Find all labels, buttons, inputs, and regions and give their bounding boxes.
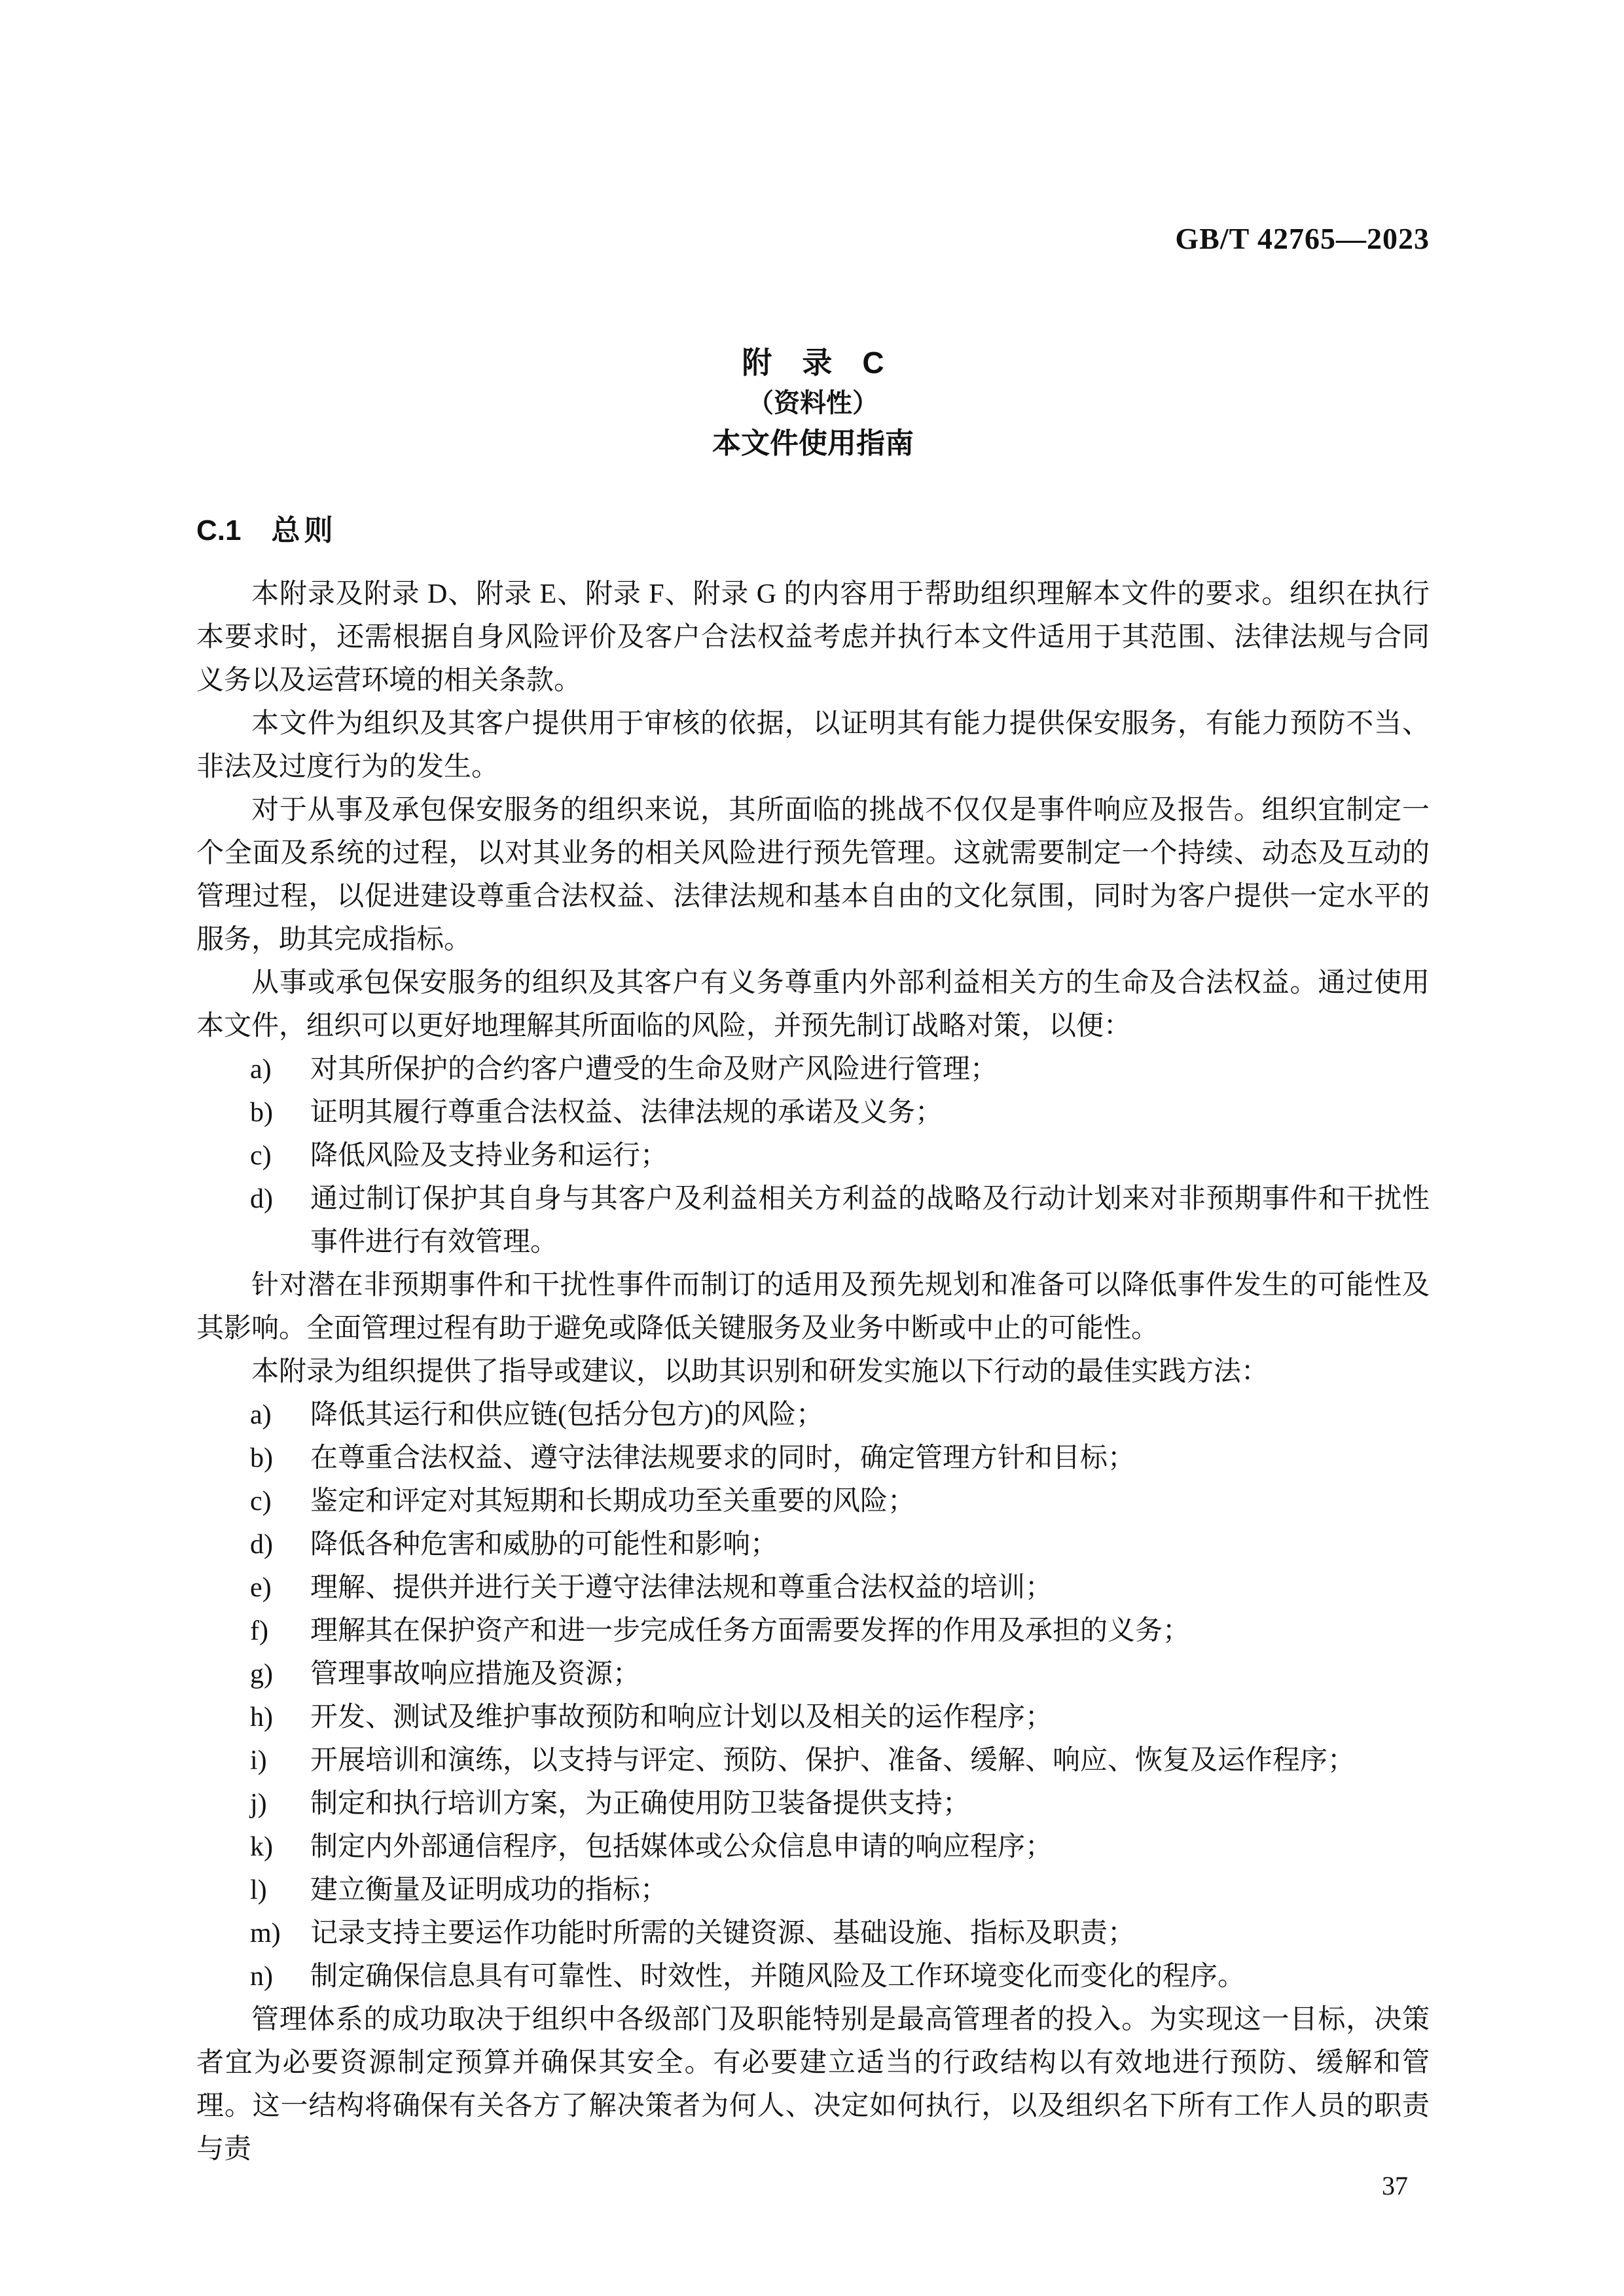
list-item <box>196 1739 1430 1782</box>
list-item-text: 在尊重合法权益、遵守法律法规要求的同时，确定管理方针和目标； <box>310 1443 1136 1473</box>
paragraph: 管理体系的成功取决于组织中各级部门及职能特别是最高管理者的投入。为实现这一目标，决策者宜为必要资源制定预算并确保其安全。有必要建立适当的行政结构以有效地进行预防、缓解和管理。这一结构将确保有关各方了解决策者为何人、决定如何执行，以及组织名下所有工作人员的职责与责 <box>196 2005 1430 2164</box>
list-item <box>196 1523 1430 1566</box>
list-item <box>196 1177 1430 1264</box>
list-item <box>196 1912 1430 1955</box>
list-item-text: 记录支持主要运作功能时所需的关键资源、基础设施、指标及职责； <box>310 1918 1136 1948</box>
section-heading <box>196 514 1430 548</box>
list-item-text: 理解、提供并进行关于遵守法律法规和尊重合法权益的培训； <box>310 1573 1053 1603</box>
list-item-label: a) <box>250 1400 272 1430</box>
list-item-label: k) <box>250 1832 273 1862</box>
list-item-label: h) <box>250 1702 273 1732</box>
list-item <box>196 1869 1430 1912</box>
section-number: C.1 <box>196 514 242 547</box>
list-item <box>196 1566 1430 1609</box>
list-item-label: a) <box>250 1054 272 1085</box>
list-item-label: n) <box>250 1962 273 1992</box>
list-item-label: i) <box>250 1746 267 1776</box>
list-item <box>196 1955 1430 1998</box>
paragraph: 本文件为组织及其客户提供用于审核的依据，以证明其有能力提供保安服务，有能力预防不当、非法及过度行为的发生。 <box>196 709 1430 782</box>
appendix-type-label: （资料性） <box>748 389 878 418</box>
list-item-text: 对其所保护的合约客户遭受的生命及财产风险进行管理； <box>310 1054 998 1085</box>
paragraph: 针对潜在非预期事件和干扰性事件而制订的适用及预先规划和准备可以降低事件发生的可能性及其影响。全面管理过程有助于避免或降低关键服务及业务中断或中止的可能性。 <box>196 1270 1430 1344</box>
list-item-label: d) <box>250 1184 273 1214</box>
list-item-label: f) <box>250 1616 268 1646</box>
list-item <box>196 1437 1430 1480</box>
appendix-subtitle: 本文件使用指南 <box>712 427 914 459</box>
list-item <box>196 1091 1430 1134</box>
list-item <box>196 1393 1430 1437</box>
list-item-text: 建立衡量及证明成功的指标； <box>310 1875 668 1905</box>
list-item <box>196 1480 1430 1523</box>
list-item <box>196 1696 1430 1739</box>
page-number: 37 <box>1382 2171 1408 2200</box>
list-item-label: d) <box>250 1530 273 1560</box>
list-item-label: l) <box>250 1875 267 1905</box>
list-item-text: 管理事故响应措施及资源； <box>310 1659 641 1689</box>
list-item-text: 鉴定和评定对其短期和长期成功至关重要的风险； <box>310 1486 916 1516</box>
paragraph: 本附录及附录 D、附录 E、附录 F、附录 G 的内容用于帮助组织理解本文件的要求。组织在执行本要求时，还需根据自身风险评价及客户合法权益考虑并执行本文件适用于其范围、法律法规与合同义务以及运营环境的相关条款。 <box>196 579 1430 696</box>
list-item-label: j) <box>250 1789 267 1819</box>
paragraph: 本附录为组织提供了指导或建议，以助其识别和研发实施以下行动的最佳实践方法： <box>251 1357 1269 1387</box>
list-item-text: 制定确保信息具有可靠性、时效性，并随风险及工作环境变化而变化的程序。 <box>310 1962 1246 1992</box>
list-item-label: c) <box>250 1486 272 1516</box>
body-text <box>196 573 1430 2171</box>
list-item-label: m) <box>250 1918 281 1948</box>
list-item <box>196 1609 1430 1653</box>
section-title: 总则 <box>271 514 337 547</box>
list-item-label: c) <box>250 1141 272 1171</box>
list-item-text: 制定内外部通信程序，包括媒体或公众信息申请的响应程序； <box>310 1832 1053 1862</box>
list-item <box>196 1653 1430 1696</box>
list-item <box>196 1048 1430 1091</box>
standard-code-header: GB/T 42765—2023 <box>1175 222 1430 255</box>
list-item-label: b) <box>250 1098 273 1128</box>
list-item-label: b) <box>250 1443 273 1473</box>
list-item-text: 开展培训和演练，以支持与评定、预防、保护、准备、缓解、响应、恢复及运作程序； <box>310 1746 1356 1776</box>
appendix-title: 附 录 C <box>742 346 884 380</box>
list-item-text: 证明其履行尊重合法权益、法律法规的承诺及义务； <box>310 1098 943 1128</box>
list-item-text: 通过制订保护其自身与其客户及利益相关方利益的战略及行动计划来对非预期事件和干扰性事件进行有效管理。 <box>310 1184 1430 1257</box>
list-item-text: 降低其运行和供应链(包括分包方)的风险； <box>310 1400 823 1430</box>
list-item <box>196 1782 1430 1825</box>
list-item-text: 理解其在保护资产和进一步完成任务方面需要发挥的作用及承担的义务； <box>310 1616 1191 1646</box>
list-item-label: g) <box>250 1659 273 1689</box>
list-item-text: 降低各种危害和威胁的可能性和影响； <box>310 1530 778 1560</box>
list-item <box>196 1134 1430 1177</box>
list-item-text: 开发、测试及维护事故预防和响应计划以及相关的运作程序； <box>310 1702 1053 1732</box>
paragraph: 对于从事及承包保安服务的组织来说，其所面临的挑战不仅仅是事件响应及报告。组织宜制定一个全面及系统的过程，以对其业务的相关风险进行预先管理。这就需要制定一个持续、动态及互动的管理过程，以促进建设尊重合法权益、法律法规和基本自由的文化氛围，同时为客户提供一定水平的服务，助其完成指标。 <box>196 795 1430 955</box>
list-item <box>196 1825 1430 1869</box>
appendix-title-block <box>196 342 1430 464</box>
list-item-label: e) <box>250 1573 272 1603</box>
paragraph: 从事或承包保安服务的组织及其客户有义务尊重内外部利益相关方的生命及合法权益。通过使用本文件，组织可以更好地理解其所面临的风险，并预先制订战略对策，以便： <box>196 968 1430 1041</box>
list-item-text: 制定和执行培训方案，为正确使用防卫装备提供支持； <box>310 1789 971 1819</box>
list-item-text: 降低风险及支持业务和运行； <box>310 1141 668 1171</box>
